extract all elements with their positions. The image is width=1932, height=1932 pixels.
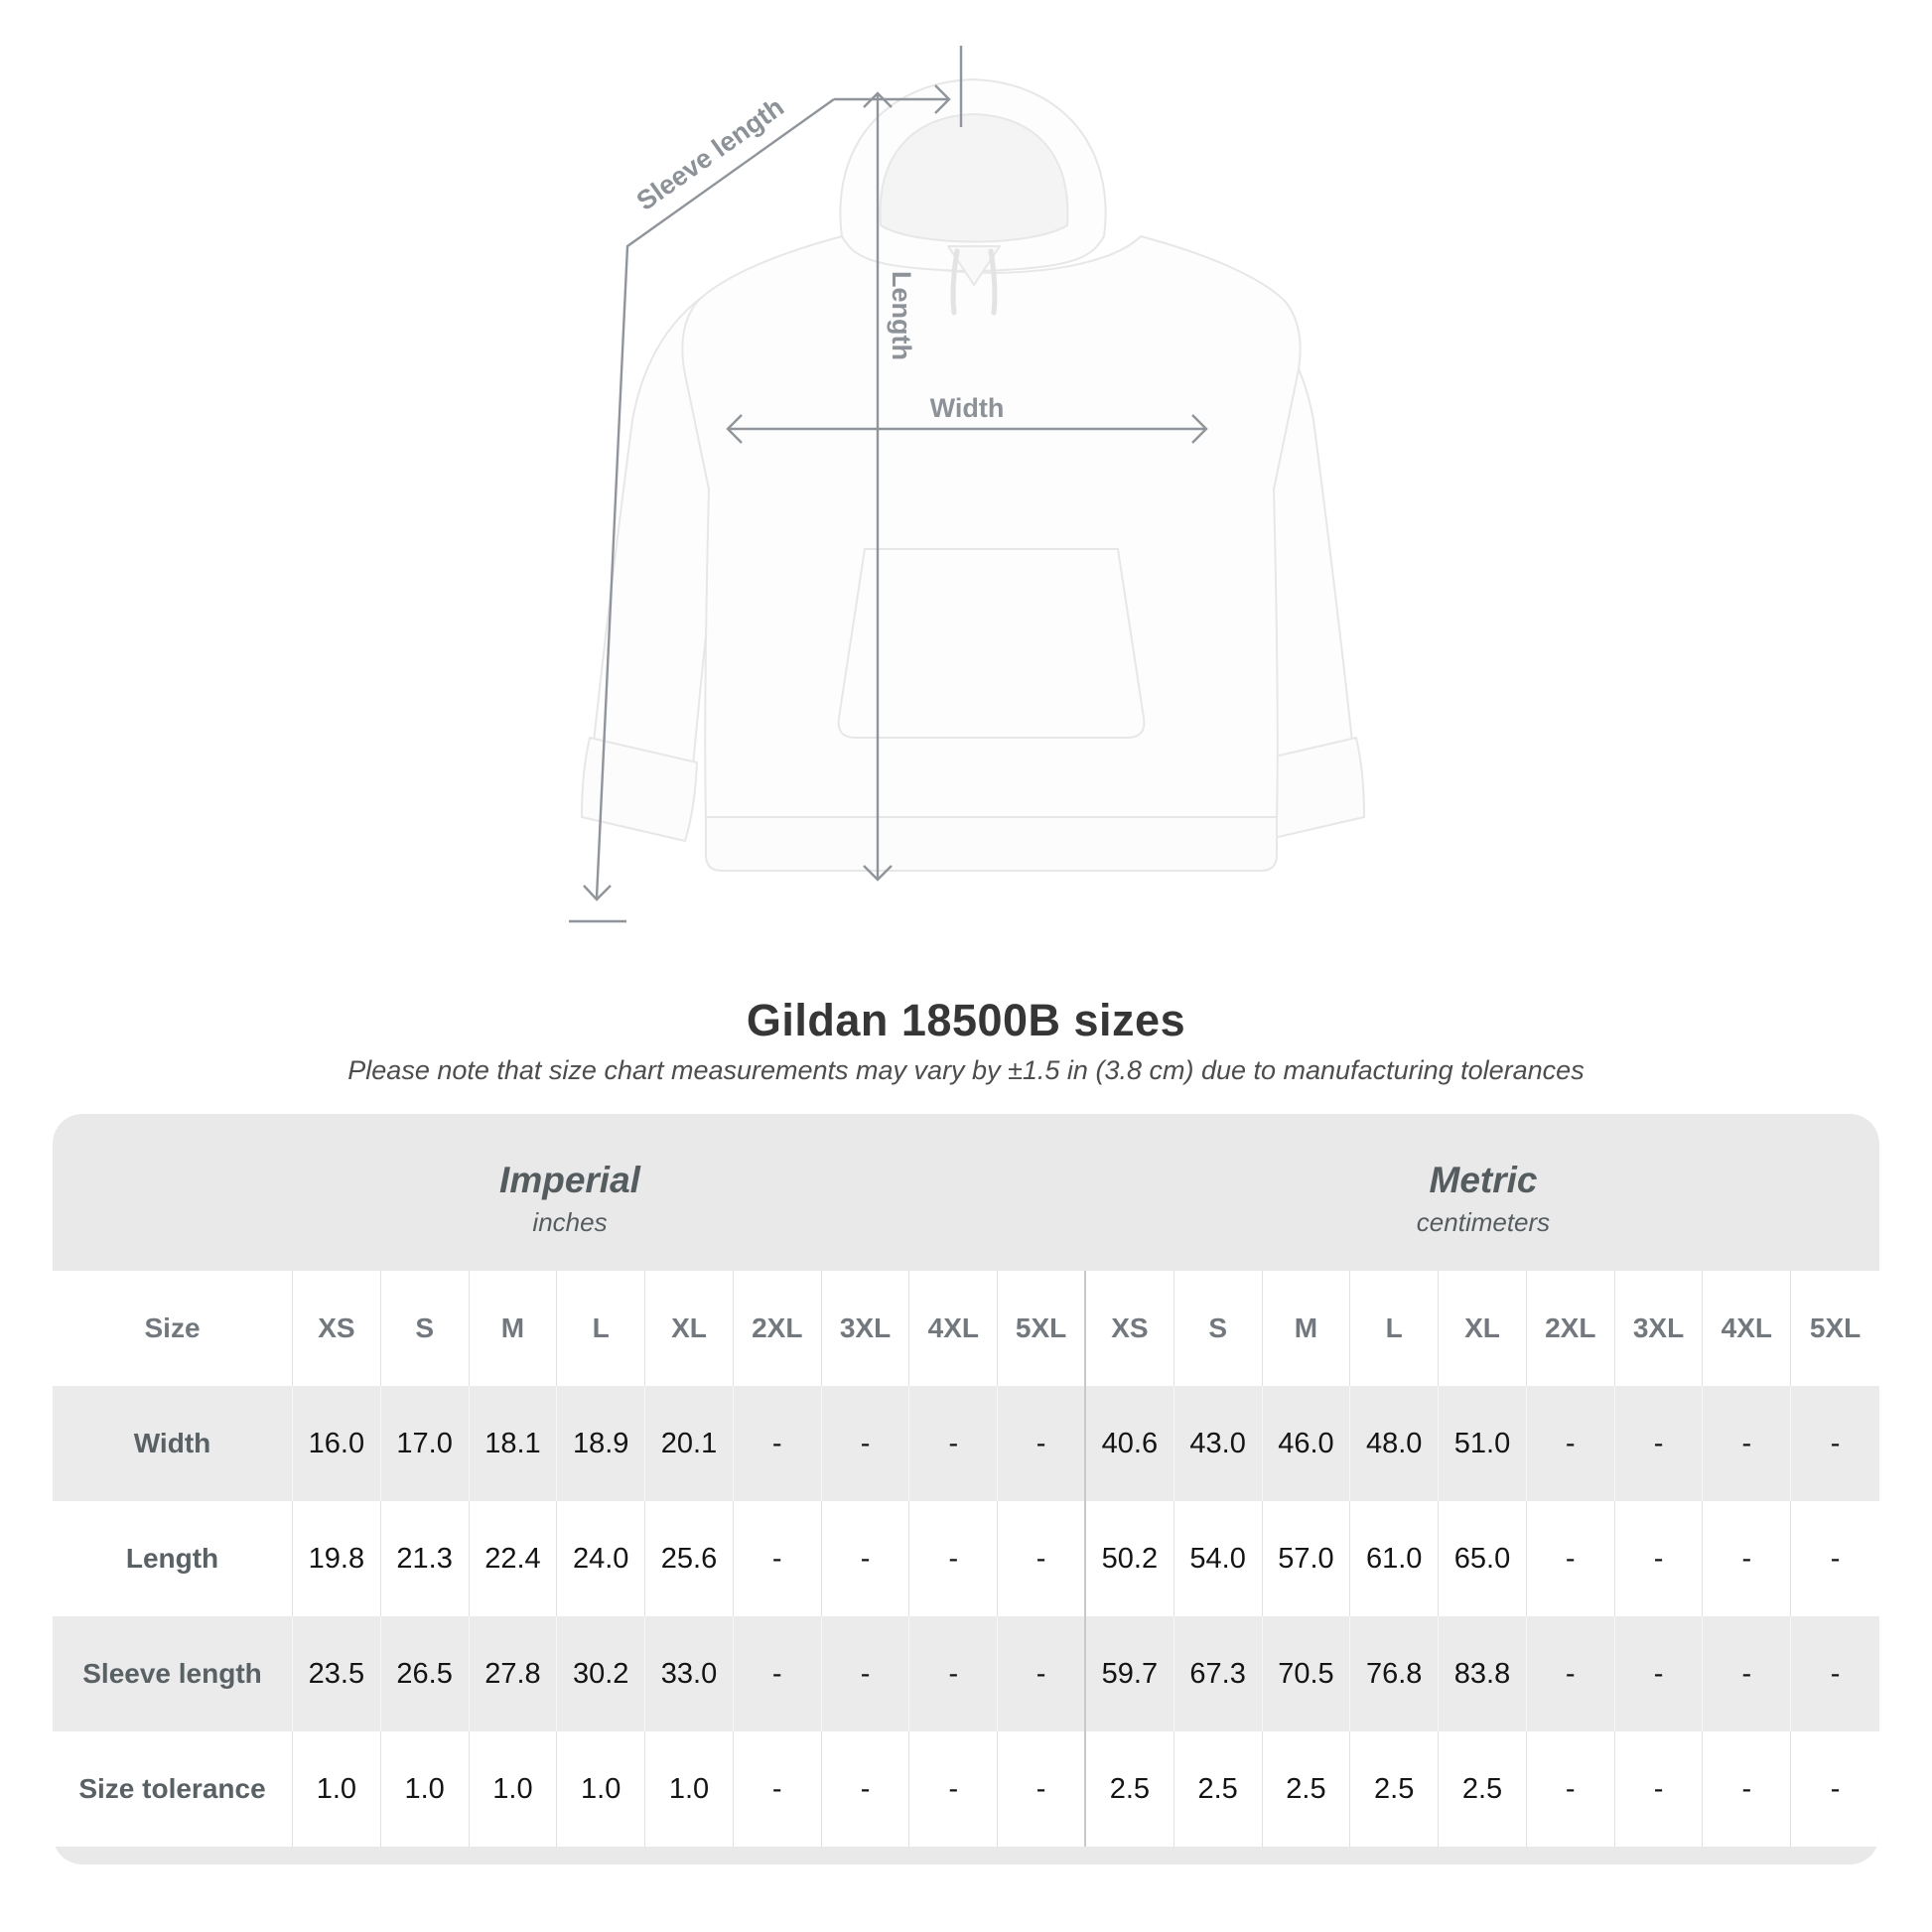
value-cell-metric: - xyxy=(1527,1386,1615,1501)
measurement-row-size-tolerance xyxy=(53,1731,1879,1847)
value-cell-imperial: 17.0 xyxy=(381,1386,470,1501)
size-table-card xyxy=(53,1114,1879,1864)
value-cell-imperial: 1.0 xyxy=(645,1731,734,1847)
value-cell-imperial: - xyxy=(998,1386,1086,1501)
row-label: Length xyxy=(53,1501,293,1616)
width-arrow-label: Width xyxy=(929,393,1005,423)
value-cell-imperial: - xyxy=(909,1731,998,1847)
length-arrow xyxy=(864,93,892,880)
value-cell-imperial: - xyxy=(822,1386,910,1501)
size-header-metric-m: M xyxy=(1263,1271,1351,1386)
size-header-imperial-4xl: 4XL xyxy=(909,1271,998,1386)
length-arrow-label: Length xyxy=(887,271,916,360)
tolerance-note: Please note that size chart measurements may vary by ±1.5 in (3.8 cm) due to manufacturing tolerances xyxy=(347,1055,1585,1085)
sleeve-length-arrow-label: Sleeve length xyxy=(630,91,790,216)
row-label: Size tolerance xyxy=(53,1731,293,1847)
value-cell-imperial: 1.0 xyxy=(293,1731,381,1847)
value-cell-imperial: - xyxy=(822,1731,910,1847)
value-cell-metric: 40.6 xyxy=(1086,1386,1174,1501)
value-cell-metric: 67.3 xyxy=(1174,1616,1263,1731)
value-cell-metric: - xyxy=(1527,1616,1615,1731)
size-header-imperial-l: L xyxy=(557,1271,645,1386)
value-cell-metric: - xyxy=(1527,1731,1615,1847)
value-cell-metric: - xyxy=(1703,1501,1791,1616)
value-cell-imperial: 1.0 xyxy=(557,1731,645,1847)
value-cell-metric: - xyxy=(1615,1616,1704,1731)
unit-group-imperial xyxy=(53,1114,1087,1271)
value-cell-metric: 50.2 xyxy=(1086,1501,1174,1616)
size-header-imperial-xs: XS xyxy=(293,1271,381,1386)
value-cell-metric: - xyxy=(1703,1616,1791,1731)
value-cell-imperial: 21.3 xyxy=(381,1501,470,1616)
value-cell-imperial: 16.0 xyxy=(293,1386,381,1501)
value-cell-metric: - xyxy=(1830,1427,1841,1459)
value-cell-imperial: 33.0 xyxy=(645,1616,734,1731)
size-header-metric-s: S xyxy=(1174,1271,1263,1386)
value-cell-metric: 83.8 xyxy=(1439,1616,1527,1731)
value-cell-imperial: - xyxy=(998,1731,1086,1847)
value-cell-metric: 51.0 xyxy=(1439,1386,1527,1501)
row-label: Width xyxy=(53,1386,293,1501)
value-cell-metric: 76.8 xyxy=(1350,1616,1439,1731)
value-cell-imperial: 23.5 xyxy=(293,1616,381,1731)
value-cell-imperial: 24.0 xyxy=(557,1501,645,1616)
value-cell-metric: - xyxy=(1703,1386,1791,1501)
value-cell-imperial: - xyxy=(909,1616,998,1731)
value-cell-metric: - xyxy=(1830,1542,1841,1575)
value-cell-imperial: 18.9 xyxy=(557,1386,645,1501)
imperial-label: Imperial xyxy=(499,1159,640,1200)
value-cell-imperial: 26.5 xyxy=(381,1616,470,1731)
size-header-metric-xs: XS xyxy=(1086,1271,1174,1386)
size-header-metric-5xl: 5XL xyxy=(1809,1312,1862,1343)
value-cell-imperial: 1.0 xyxy=(470,1731,558,1847)
size-header-imperial-m: M xyxy=(470,1271,558,1386)
measurement-row-length xyxy=(53,1501,1879,1616)
value-cell-metric: 48.0 xyxy=(1350,1386,1439,1501)
unit-header xyxy=(53,1114,1879,1271)
value-cell-imperial: - xyxy=(998,1501,1086,1616)
value-cell-metric: 54.0 xyxy=(1174,1501,1263,1616)
value-cell-imperial: - xyxy=(734,1616,822,1731)
size-header-metric-xl: XL xyxy=(1439,1271,1527,1386)
size-header-metric-2xl: 2XL xyxy=(1527,1271,1615,1386)
size-header-metric-l: L xyxy=(1350,1271,1439,1386)
row-label: Sleeve length xyxy=(53,1616,293,1731)
unit-group-metric xyxy=(1087,1114,1879,1271)
value-cell-imperial: 30.2 xyxy=(557,1616,645,1731)
measurement-row-width xyxy=(53,1386,1879,1501)
size-header-imperial-5xl: 5XL xyxy=(998,1271,1086,1386)
value-cell-imperial: 18.1 xyxy=(470,1386,558,1501)
value-cell-imperial: 1.0 xyxy=(381,1731,470,1847)
page-title: Gildan 18500B sizes xyxy=(746,995,1186,1045)
value-cell-imperial: - xyxy=(734,1731,822,1847)
value-cell-metric: - xyxy=(1830,1772,1841,1805)
size-header-imperial-s: S xyxy=(381,1271,470,1386)
metric-unit-label: centimeters xyxy=(1416,1206,1551,1237)
value-cell-metric: 59.7 xyxy=(1086,1616,1174,1731)
value-cell-imperial: - xyxy=(734,1501,822,1616)
measurement-row-sleeve-length xyxy=(53,1616,1879,1731)
value-cell-metric: - xyxy=(1615,1501,1704,1616)
imperial-unit-label: inches xyxy=(532,1206,608,1237)
value-cell-metric: - xyxy=(1830,1657,1841,1690)
value-cell-metric: - xyxy=(1703,1731,1791,1847)
size-grid xyxy=(53,1271,1879,1847)
size-header-metric-3xl: 3XL xyxy=(1615,1271,1704,1386)
value-cell-metric: 70.5 xyxy=(1263,1616,1351,1731)
value-cell-imperial: 20.1 xyxy=(645,1386,734,1501)
size-header-row xyxy=(53,1271,1879,1386)
value-cell-imperial: 25.6 xyxy=(645,1501,734,1616)
value-cell-imperial: - xyxy=(909,1386,998,1501)
value-cell-metric: 2.5 xyxy=(1086,1731,1174,1847)
value-cell-imperial: - xyxy=(998,1616,1086,1731)
value-cell-metric: 2.5 xyxy=(1174,1731,1263,1847)
value-cell-imperial: 27.8 xyxy=(470,1616,558,1731)
value-cell-metric: 57.0 xyxy=(1263,1501,1351,1616)
metric-label: Metric xyxy=(1429,1159,1538,1200)
value-cell-metric: 2.5 xyxy=(1350,1731,1439,1847)
size-header-metric-4xl: 4XL xyxy=(1703,1271,1791,1386)
value-cell-metric: - xyxy=(1615,1386,1704,1501)
value-cell-metric: - xyxy=(1615,1731,1704,1847)
value-cell-imperial: 19.8 xyxy=(293,1501,381,1616)
value-cell-metric: 46.0 xyxy=(1263,1386,1351,1501)
value-cell-metric: 2.5 xyxy=(1439,1731,1527,1847)
value-cell-imperial: - xyxy=(822,1616,910,1731)
value-cell-metric: 65.0 xyxy=(1439,1501,1527,1616)
value-cell-imperial: - xyxy=(909,1501,998,1616)
value-cell-metric: 43.0 xyxy=(1174,1386,1263,1501)
value-cell-imperial: - xyxy=(734,1386,822,1501)
size-header-imperial-3xl: 3XL xyxy=(822,1271,910,1386)
size-header-label: Size xyxy=(53,1271,293,1386)
value-cell-imperial: 22.4 xyxy=(470,1501,558,1616)
value-cell-metric: 61.0 xyxy=(1350,1501,1439,1616)
value-cell-metric: 2.5 xyxy=(1263,1731,1351,1847)
value-cell-metric: - xyxy=(1527,1501,1615,1616)
value-cell-imperial: - xyxy=(822,1501,910,1616)
size-header-imperial-2xl: 2XL xyxy=(734,1271,822,1386)
sleeve-length-arrow xyxy=(569,46,961,921)
size-header-imperial-xl: XL xyxy=(645,1271,734,1386)
